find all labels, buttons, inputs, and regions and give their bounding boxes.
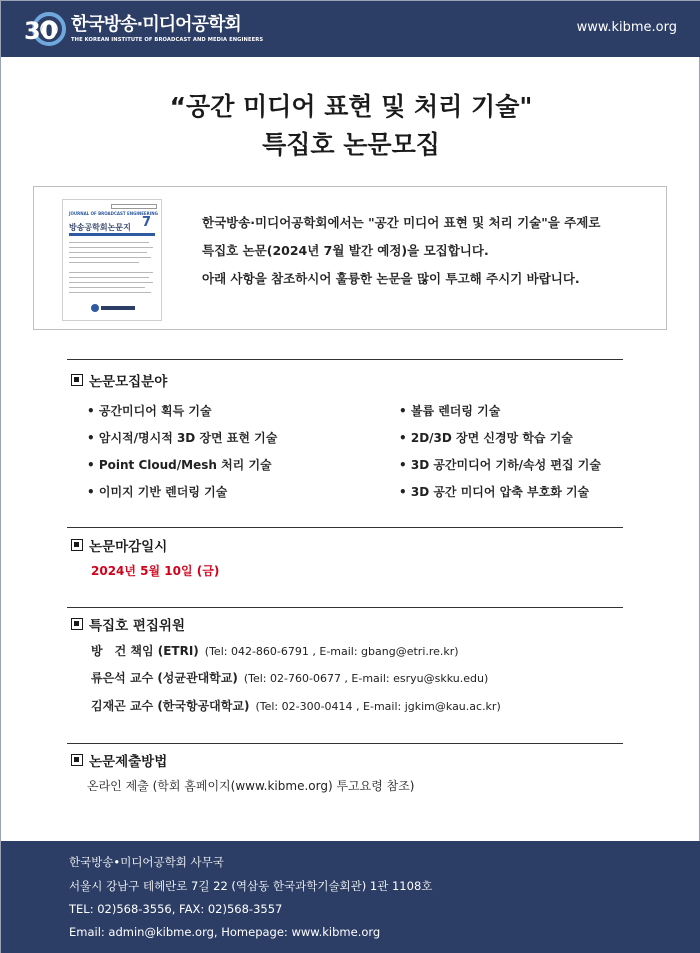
section-divider bbox=[67, 743, 623, 744]
footer-address: 서울시 강남구 테헤란로 7길 22 (역삼동 한국과학기술회관) 1관 1108호 bbox=[69, 879, 433, 893]
editor-name: 방 건 책임 (ETRI) bbox=[91, 644, 199, 658]
intro-box bbox=[33, 186, 667, 330]
intro-line-1: 한국방송·미디어공학회에서는 "공간 미디어 표현 및 처리 기술"을 주제로 bbox=[202, 215, 601, 230]
section-submission-heading bbox=[71, 750, 167, 770]
journal-cover-ko-title: 방송공학회논문지 bbox=[69, 223, 131, 232]
editor-row bbox=[91, 642, 459, 659]
page-title-line2: 특집호 논문모집 bbox=[262, 130, 440, 159]
journal-cover-line bbox=[69, 282, 153, 283]
journal-cover-tag bbox=[111, 204, 157, 209]
footer-contact[interactable]: Email: admin@kibme.org, Homepage: www.kibme.org bbox=[69, 925, 381, 939]
journal-cover-line bbox=[69, 242, 149, 243]
section-divider bbox=[67, 359, 623, 360]
section-editors-title: 특집호 편집위원 bbox=[89, 618, 185, 634]
society-logo[interactable] bbox=[23, 9, 263, 49]
intro-line-3: 아래 사항을 참조하시어 훌륭한 논문을 많이 투고해 주시기 바랍니다. bbox=[202, 271, 580, 286]
intro-line-2: 특집호 논문(2024년 7월 발간 예정)을 모집합니다. bbox=[202, 243, 489, 258]
topic-item: • 3D 공간 미디어 압축 부호화 기술 bbox=[399, 485, 590, 499]
topic-item: • 2D/3D 장면 신경망 학습 기술 bbox=[399, 431, 573, 445]
logo-mark-text: 30 bbox=[24, 17, 58, 45]
editor-name: 류은석 교수 (성균관대학교) bbox=[91, 671, 238, 685]
journal-cover-line bbox=[69, 292, 151, 293]
topic-item: • 3D 공간미디어 기하/속성 편집 기술 bbox=[399, 458, 601, 472]
journal-cover-line bbox=[69, 277, 149, 278]
editor-row bbox=[91, 697, 501, 714]
footer-bar bbox=[1, 841, 700, 953]
header-site-link[interactable]: www.kibme.org bbox=[576, 20, 677, 35]
intro-text bbox=[202, 209, 600, 293]
section-fields-heading bbox=[71, 370, 167, 390]
editor-contact[interactable]: (Tel: 042-860-6791 , E-mail: gbang@etri.re.kr) bbox=[204, 645, 459, 658]
journal-cover-line bbox=[69, 257, 151, 258]
square-bullet-icon bbox=[71, 618, 83, 630]
footer-office: 한국방송•미디어공학회 사무국 bbox=[69, 855, 224, 869]
page-title-line1: “공간 미디어 표현 및 처리 기술" bbox=[169, 92, 533, 121]
journal-cover-logo-icon bbox=[91, 304, 135, 312]
journal-cover-band bbox=[69, 233, 155, 236]
square-bullet-icon bbox=[71, 754, 83, 766]
journal-cover-line bbox=[69, 252, 147, 253]
logo-org-name-en: THE KOREAN INSTITUTE OF BROADCAST AND MEDIA ENGINEERS bbox=[71, 37, 264, 43]
journal-cover-line bbox=[69, 287, 145, 288]
journal-cover-line bbox=[69, 247, 153, 248]
section-divider bbox=[67, 607, 623, 608]
logo-org-name-ko: 한국방송·미디어공학회 bbox=[71, 14, 241, 35]
journal-cover-line bbox=[69, 272, 153, 273]
footer-phone: TEL: 02)568-3556, FAX: 02)568-3557 bbox=[69, 902, 283, 916]
editor-contact[interactable]: (Tel: 02-760-0677 , E-mail: esryu@skku.edu) bbox=[243, 672, 489, 685]
section-submission-title: 논문제출방법 bbox=[89, 754, 168, 770]
editor-name: 김재곤 교수 (한국항공대학교) bbox=[91, 699, 250, 713]
topic-item: • Point Cloud/Mesh 처리 기술 bbox=[87, 458, 272, 472]
section-divider bbox=[67, 527, 623, 528]
journal-cover-image bbox=[62, 199, 162, 321]
header-bar bbox=[1, 1, 700, 57]
topic-item: • 암시적/명시적 3D 장면 표현 기술 bbox=[87, 431, 278, 445]
section-deadline-heading bbox=[71, 535, 167, 555]
deadline-date: 2024년 5월 10일 (금) bbox=[91, 564, 220, 578]
editor-contact[interactable]: (Tel: 02-300-0414 , E-mail: jgkim@kau.ac.kr) bbox=[255, 700, 501, 713]
journal-cover-line bbox=[69, 262, 139, 263]
section-fields-title: 논문모집분야 bbox=[89, 374, 168, 390]
topic-item: • 이미지 기반 렌더링 기술 bbox=[87, 485, 228, 499]
journal-cover-issue-number: 7 bbox=[141, 215, 151, 230]
journal-cover-en-title: JOURNAL OF BROADCAST ENGINEERING bbox=[69, 211, 158, 216]
topic-item: • 볼륨 렌더링 기술 bbox=[399, 404, 501, 418]
submission-text: 온라인 제출 (학회 홈페이지(www.kibme.org) 투고요령 참조) bbox=[87, 779, 415, 793]
section-deadline-title: 논문마감일시 bbox=[89, 539, 168, 555]
square-bullet-icon bbox=[71, 539, 83, 551]
topic-item: • 공간미디어 획득 기술 bbox=[87, 404, 212, 418]
editor-row bbox=[91, 669, 488, 686]
section-editors-heading bbox=[71, 614, 185, 634]
square-bullet-icon bbox=[71, 374, 83, 386]
30th-anniversary-logo-icon bbox=[23, 9, 67, 49]
